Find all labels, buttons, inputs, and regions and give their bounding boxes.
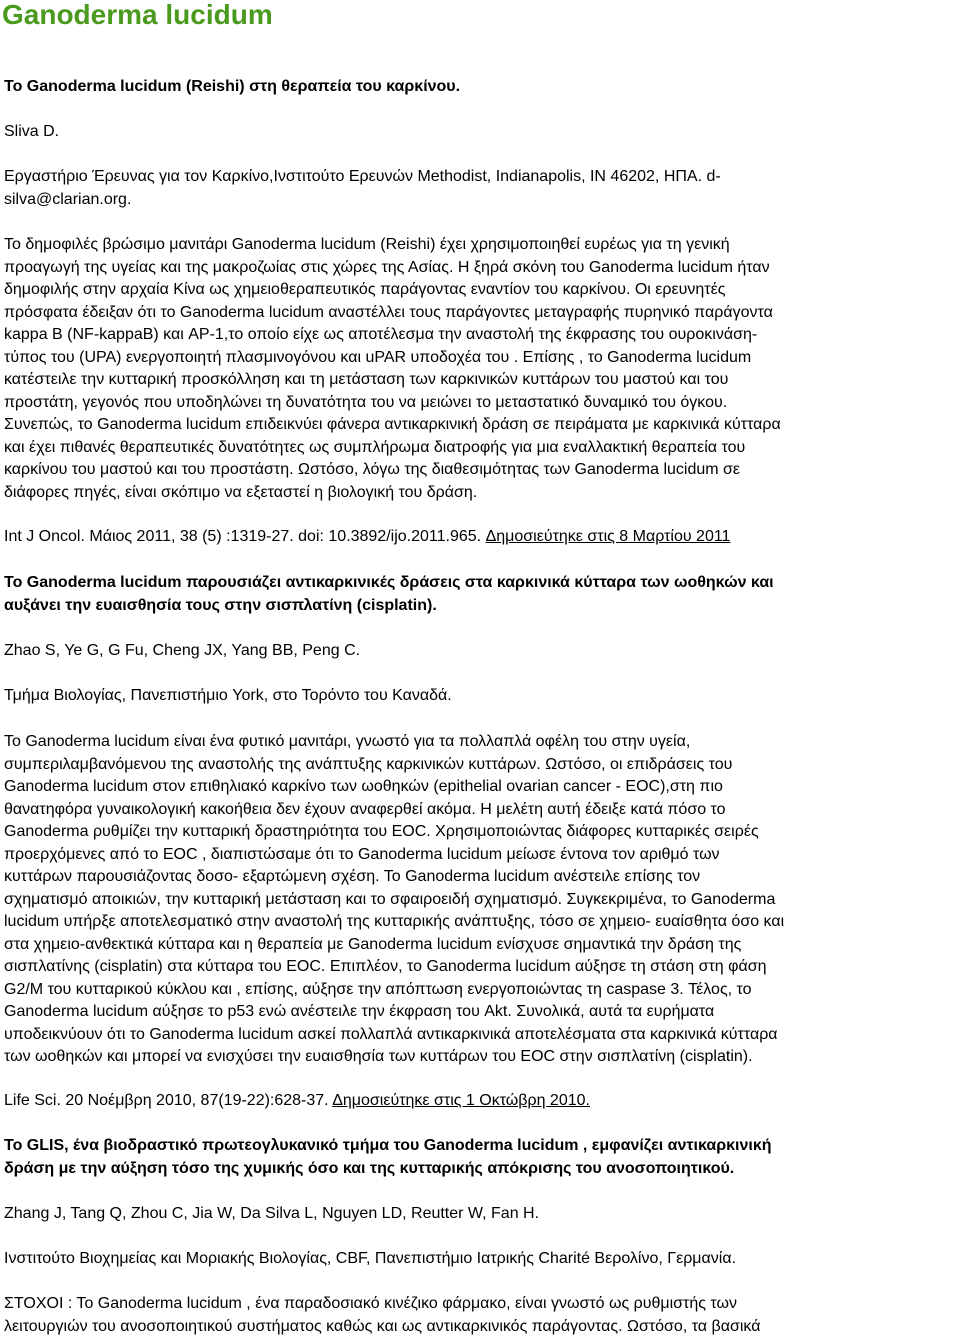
abstract-line: πρόσφατα έδειξαν ότι το Ganoderma lucidum αναστέλλει τους παράγοντες μεταγραφής πυρηνικό παράγοντα [4, 303, 773, 321]
article-2-citation [4, 526, 956, 549]
abstract-line: προστάτη, γεγονός που υποδηλώνει τη δυνατότητα του να μειώνει το μεταστατικό δυναμικό του όγκου. [4, 393, 728, 411]
article-1-heading [4, 76, 956, 99]
abstract-line: συμπεριλαμβανόμενου της αναστολής της ανάπτυξης καρκινικών κυττάρων. Ωστόσο, οι επιδράσεις του [4, 755, 733, 773]
article-3-authors [4, 1203, 956, 1226]
abstract-line: kappa B (NF-kappaB) και AP-1,το οποίο είχε ως αποτέλεσμα την αναστολή της έκφρασης του ουροκινάση- [4, 326, 758, 343]
article-3-abstract [4, 1293, 956, 1338]
abstract-line: υποδεικνύουν ότι το Ganoderma lucidum ασκεί πολλαπλά αντικαρκινικά αποτελέσματα στα καρκινικά κύτταρα [4, 1025, 778, 1043]
article-1-authors [4, 121, 956, 144]
document-title: Ganoderma lucidum [2, 0, 273, 30]
abstract-line: λειτουργιών του ανοσοποιητικού συστήματος καθώς και ως αντικαρκινικός παράγοντας. Ωστόσο, τα βασικά [4, 1317, 761, 1335]
abstract-line: σχηματισμό αποικιών, την κυτταρική μετάσταση και το σφαιροειδή σχηματισμό. Συγκεκριμένα, το Ganoderma [4, 890, 776, 908]
article-2-heading [4, 572, 956, 617]
abstract-line: ΣΤΟΧΟΙ : Το Ganoderma lucidum , ένα παραδοσιακό κινέζικο φάρμακο, είναι γνωστό ως ρυθμιστής των [4, 1295, 737, 1312]
abstract-line: Ganoderma lucidum αύξησε το p53 ενώ ανέστειλε την έκφραση του Akt. Συνολικά, αυτά τα ευρήματα [4, 1003, 715, 1020]
abstract-line: Το δημοφιλές βρώσιμο μανιτάρι Ganoderma lucidum (Reishi) έχει χρησιμοποιηθεί ευρέως για τη γενική [4, 236, 730, 253]
abstract-line: των ωοθηκών και μπορεί να ενισχύσει την ευαισθησία των κυττάρων του EOC στην σισπλατίνη (cisplatin). [4, 1048, 753, 1065]
article-3-heading [4, 1135, 956, 1180]
article-3-heading-line: δράση με την αύξηση τόσο της χυμικής όσο και της κυτταρικής απόκρισης του ανοσοποιητικού. [4, 1159, 735, 1177]
abstract-line: Συνεπώς, το Ganoderma lucidum επιδεικνύει φάνερα αντικαρκινική δράση σε πειράματα με καρκινικά κύτταρα [4, 416, 781, 433]
citation-line [4, 1090, 956, 1113]
abstract-line: στα χημειο-ανθεκτικά κύτταρα και η θεραπεία με Ganoderma lucidum ενίσχυσε σημαντικά την δράση της [4, 935, 742, 953]
abstract-line: κατέστειλε την κυτταρική προσκόλληση και τη μετάσταση των καρκινικών κυττάρων του μαστού και του [4, 371, 729, 388]
article-3-affiliation-line: Ινστιτούτο Βιοχημείας και Μοριακής Βιολογίας, CBF, Πανεπιστήμιο Ιατρικής Charité Βερολίνο, Γερμανία. [4, 1250, 737, 1267]
abstract-line: καρκίνου του μαστού και του προστάστη. Ωστόσο, λόγω της διαθεσιμότητας των Ganoderma lucidum σε [4, 461, 741, 478]
abstract-line: δημοφιλής στην αρχαία Κίνα ως χημειοθεραπευτικός παράγοντας εναντίον του καρκίνου. Οι ερευνητές [4, 281, 726, 298]
article-2-authors-line: Zhao S, Ye G, G Fu, Cheng JX, Yang BB, Peng C. [4, 642, 361, 659]
article-2-affiliation [4, 685, 956, 708]
citation-line [4, 526, 956, 549]
article-2-heading-line: αυξάνει την ευαισθησία τους στην σισπλατίνη (cisplatin). [4, 596, 437, 614]
citation-text: Int J Oncol. Μάιος 2011, 38 (5) :1319-27. doi: 10.3892/ijo.2011.965. [4, 528, 486, 545]
published-date: Δημοσιεύτηκε στις 8 Μαρτίου 2011 [485, 528, 731, 545]
abstract-line: και έχει πιθανές θεραπευτικές δυνατότητες ως συμπλήρωμα διατροφής για μια εναλλακτική θεραπεία του [4, 438, 746, 456]
published-date: Δημοσιεύτηκε στις 1 Οκτώβρη 2010. [332, 1092, 590, 1109]
abstract-line: lucidum υπήρξε αποτελεσματικό στην αναστολή της κυτταρικής ανάπτυξης, τόσο σε χημειο- ευαίσθητα όσο και [4, 913, 785, 930]
article-1-affiliation-line: silva@clarian.org. [4, 190, 132, 208]
abstract-line: Το Ganoderma lucidum είναι ένα φυτικό μανιτάρι, γνωστό για τα πολλαπλά οφέλη του στην υγεία, [4, 733, 691, 750]
article-1-affiliation-line: Εργαστήριο Έρευνας για τον Καρκίνο,Ινστιτούτο Ερευνών Methodist, Indianapolis, IN 46202, ΗΠΑ. d- [4, 168, 721, 185]
article-1-abstract [4, 234, 956, 504]
abstract-line: προερχόμενες από το EOC , διαπιστώσαμε ότι το Ganoderma lucidum μείωσε έντονα τον αριθμό των [4, 845, 720, 863]
abstract-line: θανατηφόρα γυναικολογική κακοήθεια δεν έχουν αναφερθεί ακόμα. Η μελέτη αυτή έδειξε κατά πόσο το [4, 800, 726, 818]
abstract-line: G2/M του κυτταρικού κύκλου και , επίσης, αύξησε την απόπτωση ενεργοποιώντας τη caspase 3. Τέλος, το [4, 980, 752, 998]
article-2-heading-line: Το Ganoderma lucidum παρουσιάζει αντικαρκινικές δράσεις στα καρκινικά κύτταρα των ωοθηκών και [4, 574, 774, 591]
article-3-authors-line: Zhang J, Tang Q, Zhou C, Jia W, Da Silva L, Nguyen LD, Reutter W, Fan H. [4, 1205, 540, 1222]
abstract-line: κυττάρων παρουσιάζοντας δοσο- εξαρτώμενη σχέση. Το Ganoderma lucidum ανέστειλε επίσης τον [4, 868, 701, 885]
abstract-line: Ganoderma lucidum στον επιθηλιακό καρκίνο των ωοθηκών (epithelial ovarian cancer - EOC),στη πιο [4, 778, 723, 795]
abstract-line: προαγωγή της υγείας και της μακροζωίας στις χώρες της Ασίας. Η ξηρά σκόνη του Ganoderma lucidum ήταν [4, 258, 770, 276]
abstract-line: τύπος του (UPA) ενεργοποιητή πλασμινογόνου και uPAR υποδοχέα του . Επίσης , το Ganoderma lucidum [4, 348, 752, 366]
article-3-citation [4, 1090, 956, 1113]
article-3-heading-line: Το GLIS, ένα βιοδραστικό πρωτεογλυκανικό τμήμα του Ganoderma lucidum , εμφανίζει αντικαρκινική [4, 1137, 772, 1154]
article-1-affiliation [4, 166, 956, 211]
abstract-line: διάφορες πηγές, είναι σκόπιμο να εξεταστεί η βιολογική του δράση. [4, 483, 478, 501]
article-2-authors [4, 640, 956, 663]
abstract-line: σισπλατίνης (cisplatin) στα κύτταρα του EOC. Επιπλέον, το Ganoderma lucidum αύξησε τη στάση στη φάση [4, 958, 767, 975]
abstract-line: Ganoderma ρυθμίζει την κυτταρική δραστηριότητα του EOC. Χρησιμοποιώντας διάφορες κυτταρικές σειρές [4, 823, 759, 840]
article-1-authors-line: Sliva D. [4, 123, 60, 140]
citation-text: Life Sci. 20 Νοέμβρη 2010, 87(19-22):628-37. [4, 1092, 333, 1109]
article-1-heading-line: Το Ganoderma lucidum (Reishi) στη θεραπεία του καρκίνου. [4, 78, 461, 95]
article-2-abstract [4, 731, 956, 1069]
article-2-affiliation-line: Τμήμα Βιολογίας, Πανεπιστήμιο York, στο Τορόντο του Καναδά. [4, 687, 452, 704]
article-3-affiliation [4, 1248, 956, 1271]
